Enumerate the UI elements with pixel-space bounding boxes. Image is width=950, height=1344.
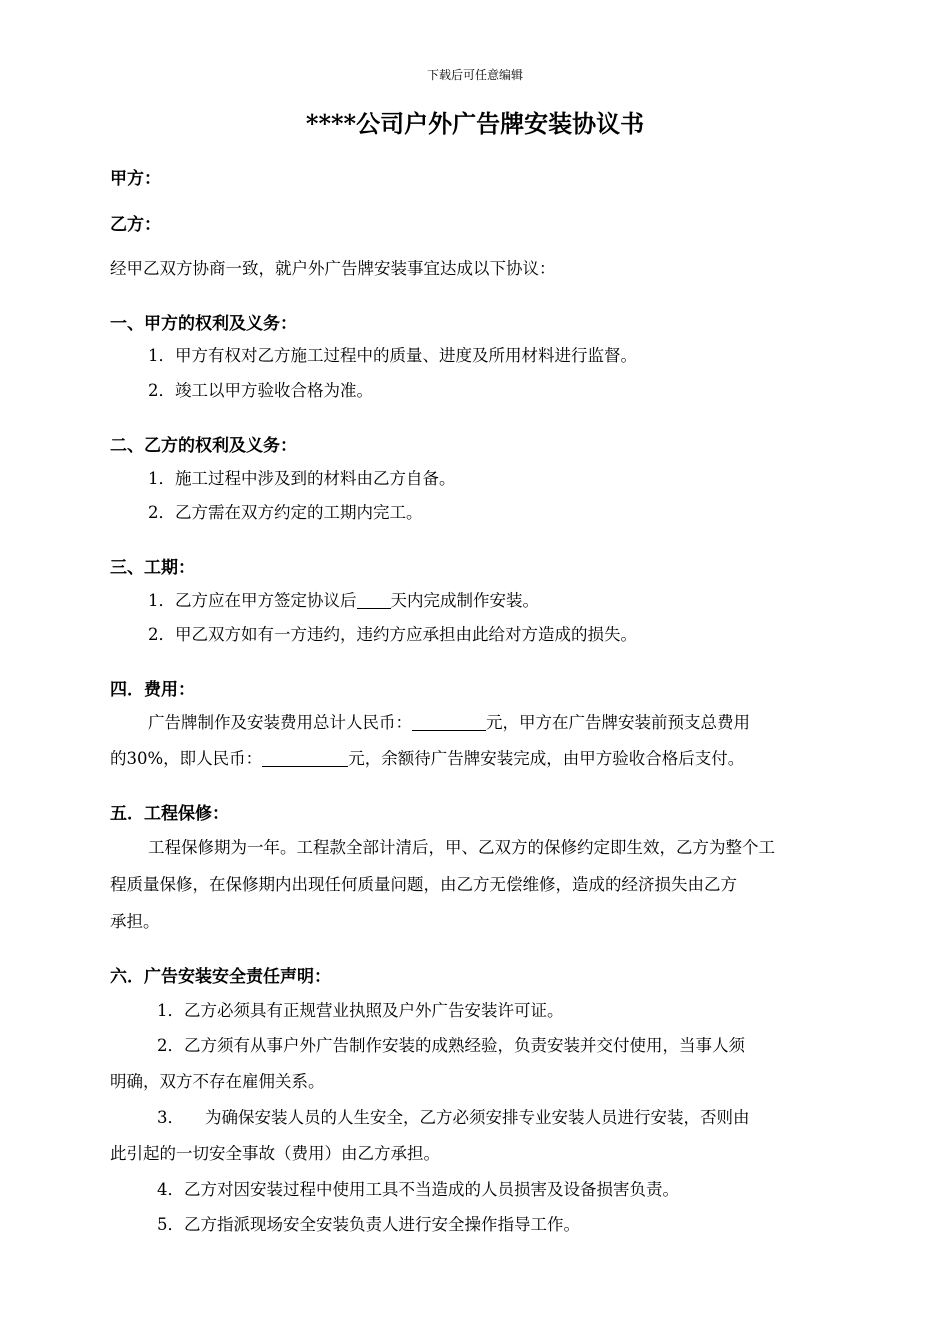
- section-6-item-2-cont: 明确，双方不存在雇佣关系。: [110, 1072, 325, 1091]
- party-a-label: 甲方：: [110, 169, 161, 189]
- section-5-line: 工程保修期为一年。工程款全部计清后，甲、乙双方的保修约定即生效，乙方为整个工: [148, 838, 775, 857]
- section-4-line-1: [148, 709, 750, 733]
- section-2-heading: 二、乙方的权利及义务：: [110, 436, 297, 456]
- fee-line-1-post: 元，甲方在广告牌安装前预支总费用: [486, 713, 750, 732]
- section-3-item-1: [148, 587, 539, 611]
- document-title: ****公司户外广告牌安装协议书: [305, 109, 645, 138]
- fee-line-2-post: 元，余额待广告牌安装完成，由甲方验收合格后支付。: [348, 749, 745, 768]
- section-5-line: 承担。: [110, 912, 160, 931]
- advance-fee-blank: [262, 748, 348, 767]
- section-4-heading: 四．费用：: [110, 680, 195, 700]
- party-b-label: 乙方：: [110, 215, 161, 235]
- days-blank: [357, 590, 391, 609]
- section-5-line: 程质量保修，在保修期内出现任何质量问题，由乙方无偿维修，造成的经济损失由乙方: [110, 875, 737, 894]
- header-note: 下载后可任意编辑: [426, 68, 523, 82]
- section-6-item-3-number: 3．: [157, 1108, 184, 1127]
- section-3-item-2: 2．甲乙双方如有一方违约，违约方应承担由此给对方造成的损失。: [148, 625, 637, 644]
- total-fee-blank: [412, 712, 486, 731]
- section-4-line-2: [110, 745, 744, 769]
- section-6-item-4: 4．乙方对因安装过程中使用工具不当造成的人员损害及设备损害负责。: [157, 1180, 679, 1199]
- section-3-heading: 三、工期：: [110, 558, 195, 578]
- section-3-item-1-pre: 1．乙方应在甲方签定协议后: [148, 591, 357, 610]
- section-6-item-3: 为确保安装人员的人生安全，乙方必须安排专业安装人员进行安装，否则由: [205, 1108, 750, 1127]
- section-3-item-1-post: 天内完成制作安装。: [390, 591, 539, 610]
- fee-line-2-pre: 的30%，即人民币：: [110, 749, 263, 768]
- intro-text: 经甲乙双方协商一致，就户外广告牌安装事宜达成以下协议：: [110, 259, 556, 278]
- section-2-item: 2．乙方需在双方约定的工期内完工。: [148, 503, 423, 522]
- section-1-item: 1．甲方有权对乙方施工过程中的质量、进度及所用材料进行监督。: [148, 346, 637, 365]
- section-1-heading: 一、甲方的权利及义务：: [110, 314, 297, 334]
- section-1-item: 2．竣工以甲方验收合格为准。: [148, 381, 373, 400]
- section-2-item: 1．施工过程中涉及到的材料由乙方自备。: [148, 469, 456, 488]
- section-6-item-3-cont: 此引起的一切安全事故（费用）由乙方承担。: [110, 1144, 440, 1163]
- fee-line-1-pre: 广告牌制作及安装费用总计人民币：: [148, 713, 412, 732]
- section-6-item-2: 2．乙方须有从事户外广告制作安装的成熟经验，负责安装并交付使用，当事人须: [157, 1036, 745, 1055]
- section-5-heading: 五．工程保修：: [110, 804, 229, 824]
- section-6-item-5: 5．乙方指派现场安全安装负责人进行安全操作指导工作。: [157, 1215, 580, 1234]
- section-6-heading: 六．广告安装安全责任声明：: [110, 967, 331, 987]
- section-6-item-1: 1．乙方必须具有正规营业执照及户外广告安装许可证。: [157, 1001, 564, 1020]
